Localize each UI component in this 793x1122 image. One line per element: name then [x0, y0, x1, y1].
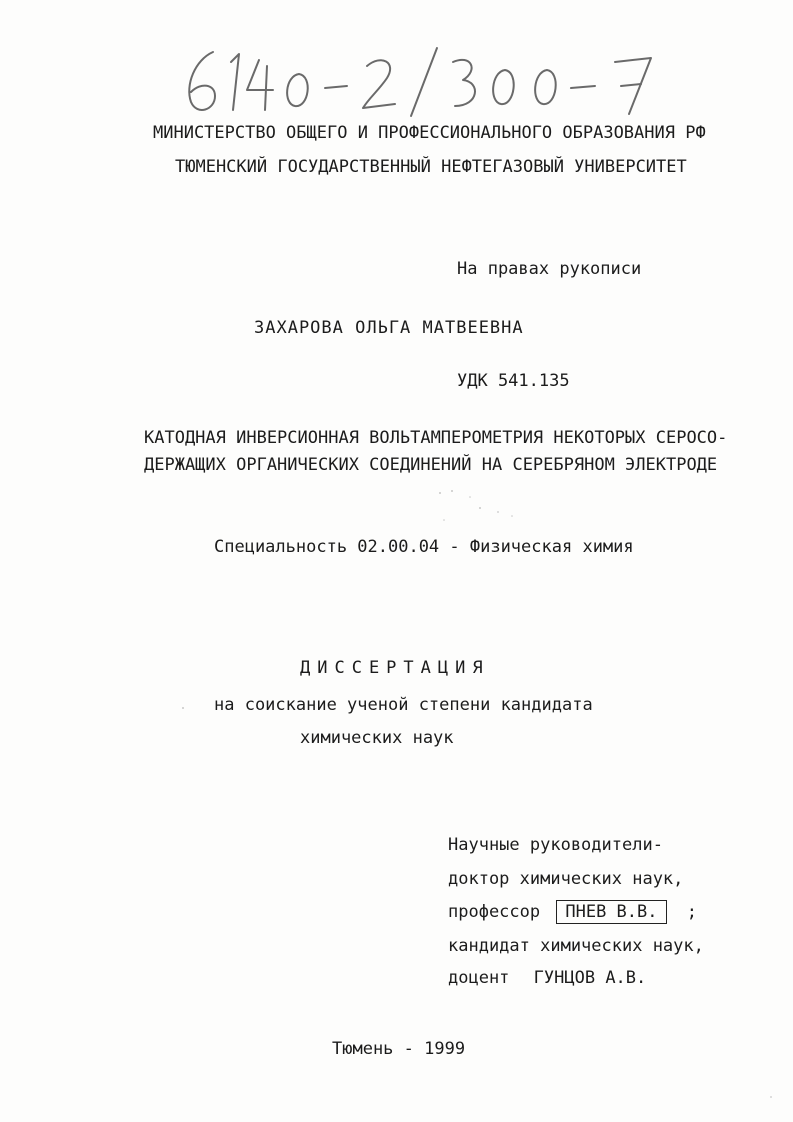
- ministry-header: МИНИСТЕРСТВО ОБЩЕГО И ПРОФЕССИОНАЛЬНОГО ОБРАЗОВАНИЯ РФ: [153, 123, 706, 143]
- supervisors-heading: Научные руководители-: [448, 835, 663, 855]
- supervisor-1-title: профессор: [448, 902, 541, 922]
- document-type-heading: ДИССЕРТАЦИЯ: [300, 658, 490, 678]
- handwritten-mark-drawing: [175, 40, 665, 120]
- supervisor-2-name: ГУНЦОВ А.В.: [533, 968, 647, 988]
- supervisor-1-name-box: ПНЕВ В.В.: [556, 900, 666, 924]
- udk-code: УДК 541.135: [457, 371, 570, 391]
- city-year: Тюмень - 1999: [332, 1039, 466, 1059]
- rights-notice: На правах рукописи: [457, 259, 642, 279]
- degree-line-2: химических наук: [300, 728, 454, 748]
- degree-line-1: на соискание ученой степени кандидата: [214, 695, 593, 715]
- supervisor-2-line: [448, 968, 646, 988]
- dissertation-title-line-1: КАТОДНАЯ ИНВЕРСИОННАЯ ВОЛЬТАМПЕРОМЕТРИЯ НЕКОТОРЫХ СЕРОСО-: [144, 428, 728, 448]
- supervisor-1-line: [448, 902, 697, 922]
- author-name: ЗАХАРОВА ОЛЬГА МАТВЕЕВНА: [254, 318, 524, 338]
- handwritten-archive-mark: [175, 40, 665, 120]
- university-header: ТЮМЕНСКИЙ ГОСУДАРСТВЕННЫЙ НЕФТЕГАЗОВЫЙ УНИВЕРСИТЕТ: [175, 157, 687, 177]
- specialty-line: Специальность 02.00.04 - Физическая химия: [214, 537, 634, 557]
- supervisor-1-degree: доктор химических наук,: [448, 869, 684, 889]
- supervisor-2-title: доцент: [448, 968, 510, 988]
- supervisor-1-separator: ;: [686, 902, 697, 922]
- supervisor-2-degree: кандидат химических наук,: [448, 936, 704, 956]
- dissertation-title-line-2: ДЕРЖАЩИХ ОРГАНИЧЕСКИХ СОЕДИНЕНИЙ НА СЕРЕБРЯНОМ ЭЛЕКТРОДЕ: [144, 455, 718, 475]
